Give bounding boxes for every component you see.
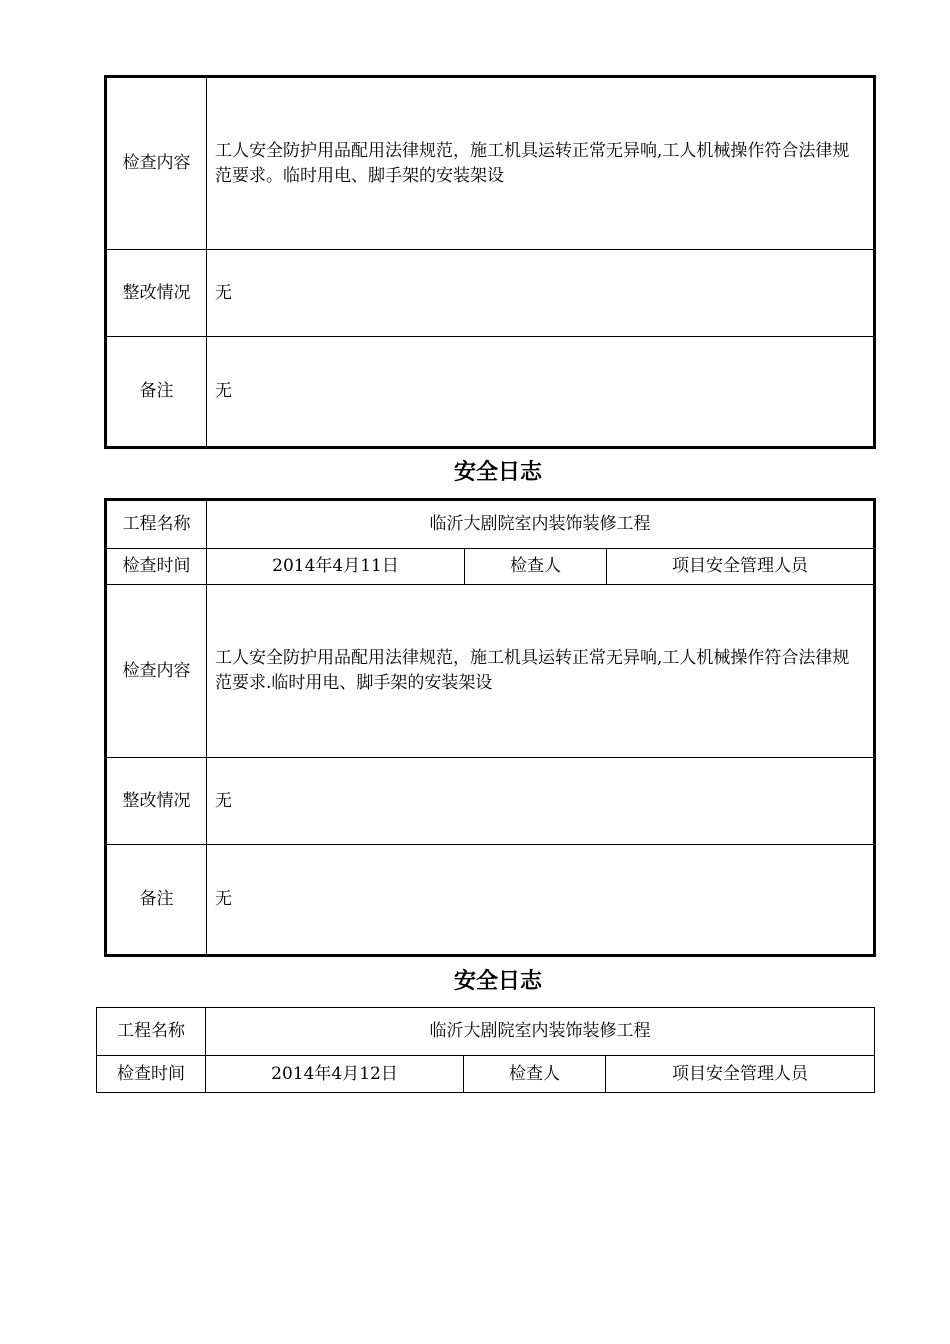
check-date-value: 2014年4月11日 <box>207 549 465 585</box>
check-content-label: 检查内容 <box>106 77 207 250</box>
check-content-row <box>106 77 875 250</box>
check-content-value: 工人安全防护用品配用法律规范，施工机具运转正常无异响,工人机械操作符合法律规范要求。临时用电、脚手架的安装架设 <box>207 77 875 250</box>
inspector-label: 检查人 <box>464 1056 606 1093</box>
project-name-row <box>97 1008 875 1056</box>
safety-log-table-1 <box>104 498 876 957</box>
check-time-row <box>106 549 875 585</box>
log-title-2: 安全日志 <box>453 969 542 994</box>
check-content-value: 工人安全防护用品配用法律规范，施工机具运转正常无异响,工人机械操作符合法律规范要求.临时用电、脚手架的安装架设 <box>207 585 875 758</box>
check-content-row <box>106 585 875 758</box>
project-name-label: 工程名称 <box>106 500 207 549</box>
log-title-1: 安全日志 <box>453 460 542 485</box>
rectification-label: 整改情况 <box>106 758 207 845</box>
project-name-value: 临沂大剧院室内装饰装修工程 <box>207 500 875 549</box>
remarks-row <box>106 845 875 956</box>
remarks-row <box>106 337 875 448</box>
inspector-label: 检查人 <box>465 549 607 585</box>
remarks-label: 备注 <box>106 337 207 448</box>
inspector-value: 项目安全管理人员 <box>607 549 875 585</box>
inspector-value: 项目安全管理人员 <box>606 1056 875 1093</box>
project-name-label: 工程名称 <box>97 1008 206 1056</box>
check-time-label: 检查时间 <box>106 549 207 585</box>
check-content-label: 检查内容 <box>106 585 207 758</box>
rectification-row <box>106 758 875 845</box>
remarks-label: 备注 <box>106 845 207 956</box>
remarks-value: 无 <box>207 845 875 956</box>
check-time-label: 检查时间 <box>97 1056 206 1093</box>
safety-log-table-2 <box>96 1007 875 1093</box>
project-name-value: 临沂大剧院室内装饰装修工程 <box>206 1008 875 1056</box>
check-time-row <box>97 1056 875 1093</box>
rectification-value: 无 <box>207 758 875 845</box>
check-date-value: 2014年4月12日 <box>206 1056 464 1093</box>
remarks-value: 无 <box>207 337 875 448</box>
project-name-row <box>106 500 875 549</box>
rectification-label: 整改情况 <box>106 250 207 337</box>
rectification-row <box>106 250 875 337</box>
rectification-value: 无 <box>207 250 875 337</box>
safety-log-table-partial <box>104 75 876 449</box>
